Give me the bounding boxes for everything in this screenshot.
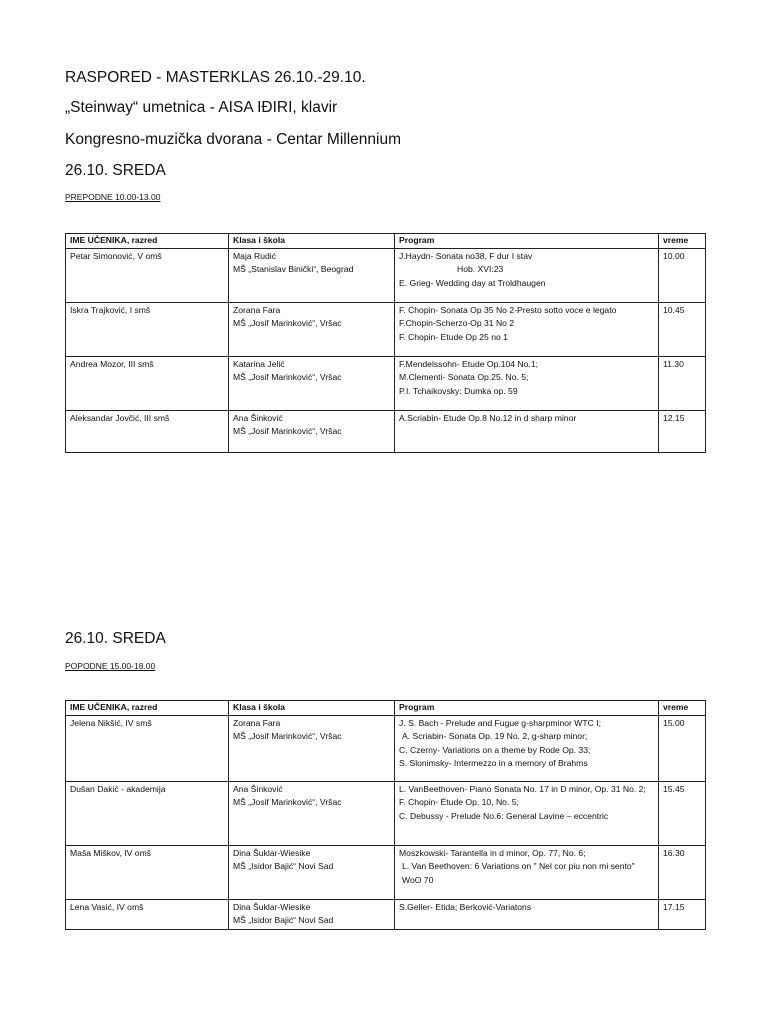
table-header-row (66, 234, 706, 249)
school-name: MŠ „Isidor Bajić“ Novi Sad (233, 915, 334, 925)
time-cell: 17.15 (659, 899, 706, 929)
column-header-class: Klasa i škola (229, 234, 395, 249)
table-row (66, 845, 706, 899)
program-item: C. Debussy - Prelude No.6: General Lavine – eccentric (399, 810, 609, 821)
program-item: F.Chopin-Scherzo-Op 31 No 2 (399, 318, 515, 328)
table-row (66, 410, 706, 452)
section-day-2: 26.10. SREDA (65, 630, 166, 647)
student-cell: Maša Miškov, IV omš (66, 845, 229, 899)
document-title: RASPORED - MASTERKLAS 26.10.-29.10. (65, 69, 366, 86)
teacher-name: Ana Šinković (233, 412, 283, 423)
school-name: MŠ „Josif Marinković“, Vršac (233, 318, 342, 328)
program-item: M.Clementi- Sonata Op.25. No. 5; (399, 372, 529, 382)
program-cell (395, 899, 659, 929)
program-cell (395, 410, 659, 452)
program-item: L. Van Beethoven: 6 Variations on " Nel cor piu non mi sento" WoO 70 (402, 861, 635, 885)
program-item: Hob. XVI:23 (457, 264, 504, 274)
column-header-class: Klasa i škola (229, 701, 395, 716)
column-header-program: Program (395, 234, 659, 249)
program-item: F. Chopin- Sonata Op 35 No 2-Presto sotto voce e legato (399, 304, 617, 315)
time-cell: 11.30 (659, 356, 706, 410)
time-cell: 15.00 (659, 715, 706, 781)
teacher-name: Dina Šuklar-Wiesike (233, 901, 311, 912)
student-cell: Jelena Nikšić, IV smš (66, 715, 229, 781)
time-cell: 10.45 (659, 302, 706, 356)
artist-line: „Steinway“ umetnica - AISA IĐIRI, klavir (65, 99, 338, 116)
class-cell (229, 356, 395, 410)
table-header-row (66, 701, 706, 716)
column-header-program: Program (395, 701, 659, 716)
program-item: F. Chopin- Etude Op 25 no 1 (399, 331, 508, 342)
student-cell: Petar Simonović, V omš (66, 248, 229, 302)
program-item: J. S. Bach - Prelude and Fugue g-sharpminor WTC I; (399, 717, 602, 728)
time-cell: 16.30 (659, 845, 706, 899)
teacher-name: Katarina Jelić (233, 358, 285, 369)
student-cell: Andrea Mozor, III smš (66, 356, 229, 410)
teacher-name: Maja Rudić (233, 250, 276, 261)
program-item: A.Scriabin- Etude Op.8 No.12 in d sharp minor (399, 412, 577, 423)
schedule-table-afternoon (65, 700, 706, 930)
table-row (66, 302, 706, 356)
class-cell (229, 248, 395, 302)
school-name: MŠ „Stanislav Binički“, Beograd (233, 264, 354, 274)
program-item: Moszkowski- Tarantella in d minor, Op. 77, No. 6; (399, 847, 586, 858)
class-cell (229, 715, 395, 781)
program-cell (395, 781, 659, 845)
teacher-name: Zorana Fara (233, 304, 281, 315)
schedule-table-morning (65, 233, 706, 453)
table-row (66, 356, 706, 410)
teacher-name: Dina Šuklar-Wiesike (233, 847, 311, 858)
class-cell (229, 899, 395, 929)
program-item: P.I. Tchaikovsky: Dumka op. 59 (399, 385, 518, 396)
class-cell (229, 302, 395, 356)
program-cell (395, 845, 659, 899)
program-item: C. Czerny- Variations on a theme by Rode Op. 33; (399, 744, 591, 755)
section-session-1: PREPODNE 10.00-13.00 (65, 192, 161, 202)
table-row (66, 248, 706, 302)
program-item: F.Mendelssohn- Etude Op.104 No.1; (399, 358, 539, 369)
table-row (66, 715, 706, 781)
student-cell: Iskra Trajković, I smš (66, 302, 229, 356)
venue-line: Kongresno-muzička dvorana - Centar Millennium (65, 131, 401, 148)
school-name: MŠ „Isidor Bajić“ Novi Sad (233, 861, 334, 871)
program-item: A. Scriabin- Sonata Op. 19 No. 2, g-sharp minor; (402, 731, 588, 741)
teacher-name: Zorana Fara (233, 717, 281, 728)
class-cell (229, 410, 395, 452)
section-session-2: POPODNE 15.00-18.00 (65, 661, 156, 671)
school-name: MŠ „Josif Marinković“, Vršac (233, 372, 342, 382)
school-name: MŠ „Josif Marinković“, Vršac (233, 731, 342, 741)
time-cell: 10.00 (659, 248, 706, 302)
column-header-time: vreme (659, 701, 706, 716)
student-cell: Dušan Dakić - akademija (66, 781, 229, 845)
time-cell: 15.45 (659, 781, 706, 845)
student-cell: Lena Vasić, IV omš (66, 899, 229, 929)
program-item: S. Slonimsky- Intermezzo in a memory of Brahms (399, 758, 588, 768)
program-cell (395, 302, 659, 356)
column-header-student: IME UČENIKA, razred (66, 234, 229, 249)
school-name: MŠ „Josif Marinković“, Vršac (233, 426, 342, 436)
class-cell (229, 781, 395, 845)
column-header-time: vreme (659, 234, 706, 249)
program-item: S.Geller- Etida; Berković-Variatons (399, 901, 532, 912)
program-item: E. Grieg- Wedding day at Troldhaugen (399, 277, 546, 288)
teacher-name: Ana Šinković (233, 783, 283, 794)
program-cell (395, 248, 659, 302)
table-row (66, 781, 706, 845)
program-cell (395, 715, 659, 781)
class-cell (229, 845, 395, 899)
student-cell: Aleksandar Jovčić, III smš (66, 410, 229, 452)
program-cell (395, 356, 659, 410)
program-item: L. VanBeethoven- Piano Sonata No. 17 in D minor, Op. 31 No. 2; (399, 783, 646, 794)
column-header-student: IME UČENIKA, razred (66, 701, 229, 716)
program-item: J.Haydn- Sonata no38, F dur I stav (399, 250, 533, 261)
program-item: F. Chopin- Étude Op. 10, No. 5; (399, 797, 519, 807)
section-day-1: 26.10. SREDA (65, 162, 166, 179)
table-row (66, 899, 706, 929)
school-name: MŠ „Josif Marinković“, Vršac (233, 797, 342, 807)
time-cell: 12.15 (659, 410, 706, 452)
